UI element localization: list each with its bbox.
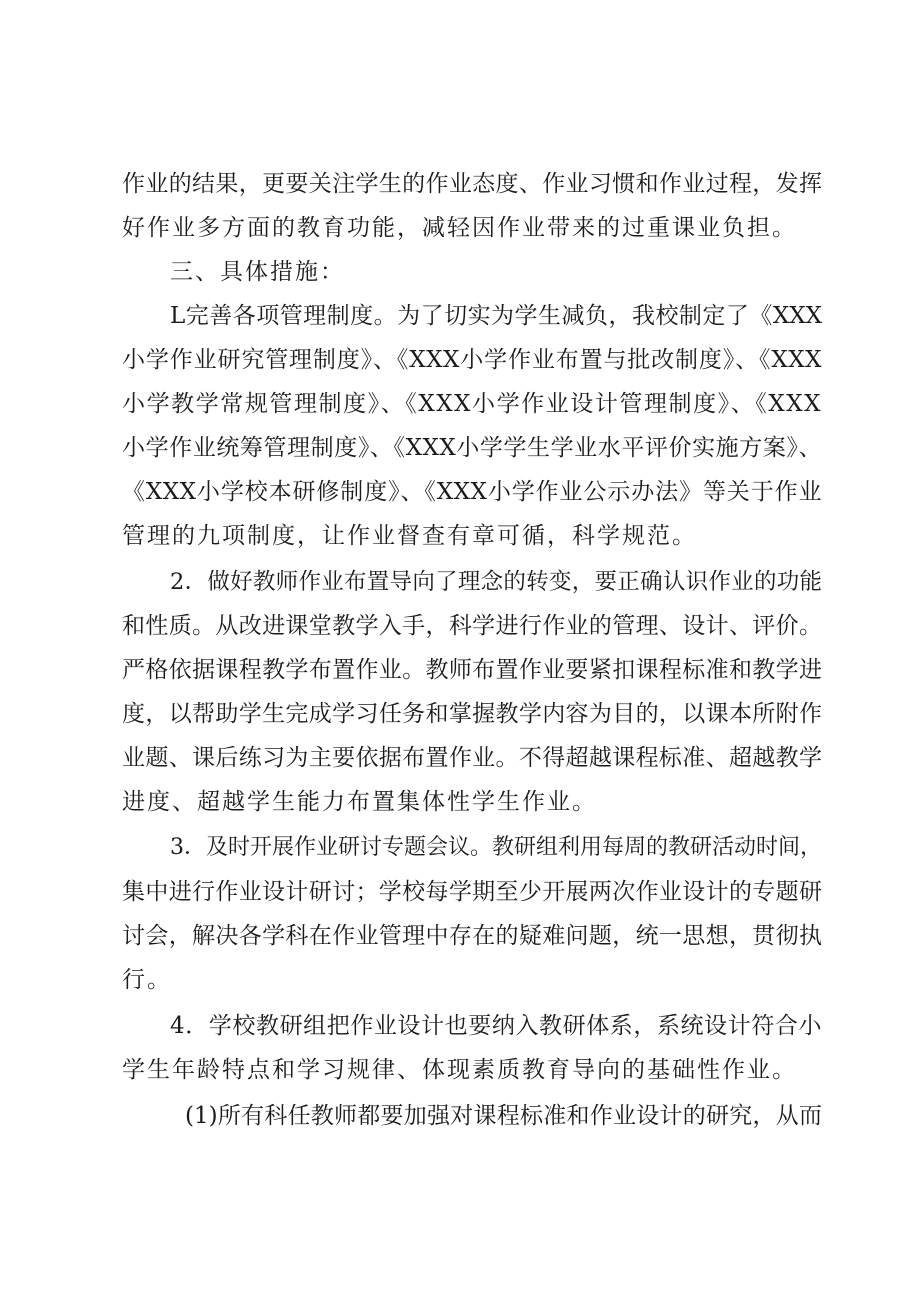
text-line: 讨会，解决各学科在作业管理中存在的疑难问题，统一思想，贯彻执 [122,923,822,949]
text-line: 3．及时开展作业研讨专题会议。教研组利用每周的教研活动时间， [170,835,822,860]
section-heading: 三、具体措施： [170,259,345,285]
text-line: 2．做好教师作业布置导向了理念的转变，要正确认识作业的功能 [170,569,822,595]
text-line: 学生年龄特点和学习规律、体现素质教育导向的基础性作业。 [122,1057,797,1083]
text-line: 行。 [122,967,172,993]
text-line: 管理的九项制度，让作业督查有章可循，科学规范。 [122,523,697,549]
text-line: 业题、课后练习为主要依据布置作业。不得超越课程标准、超越教学 [122,745,822,771]
text-line: 《XXX小学校本研修制度》、《XXX小学作业公示办法》等关于作业 [122,479,822,505]
text-line: 和性质。从改进课堂教学入手，科学进行作业的管理、设计、评价。 [122,613,822,639]
text-line: 度，以帮助学生完成学习任务和掌握教学内容为目的，以课本所附作 [122,701,822,727]
text-line: 4．学校教研组把作业设计也要纳入教研体系，系统设计符合小 [170,1013,822,1039]
text-line: 小学作业研究管理制度》、《XXX小学作业布置与批改制度》、《XXX [122,347,822,373]
text-line: 小学作业统筹管理制度》、《XXX小学学生学业水平评价实施方案》、 [122,435,822,461]
text-line: 好作业多方面的教育功能，减轻因作业带来的过重课业负担。 [122,215,797,241]
text-line: 进度、超越学生能力布置集体性学生作业。 [122,789,597,815]
text-line: 严格依据课程教学布置作业。教师布置作业要紧扣课程标准和教学进 [122,657,822,683]
text-line: 集中进行作业设计研讨；学校每学期至少开展两次作业设计的专题研 [122,879,822,905]
text-line: (1)所有科任教师都要加强对课程标准和作业设计的研究，从而 [185,1103,822,1129]
text-line: 作业的结果，更要关注学生的作业态度、作业习惯和作业过程，发挥 [122,171,822,197]
text-line: L完善各项管理制度。为了切实为学生减负，我校制定了《XXX [170,303,822,329]
text-line: 小学教学常规管理制度》、《XXX小学作业设计管理制度》、《XXX [122,391,822,417]
